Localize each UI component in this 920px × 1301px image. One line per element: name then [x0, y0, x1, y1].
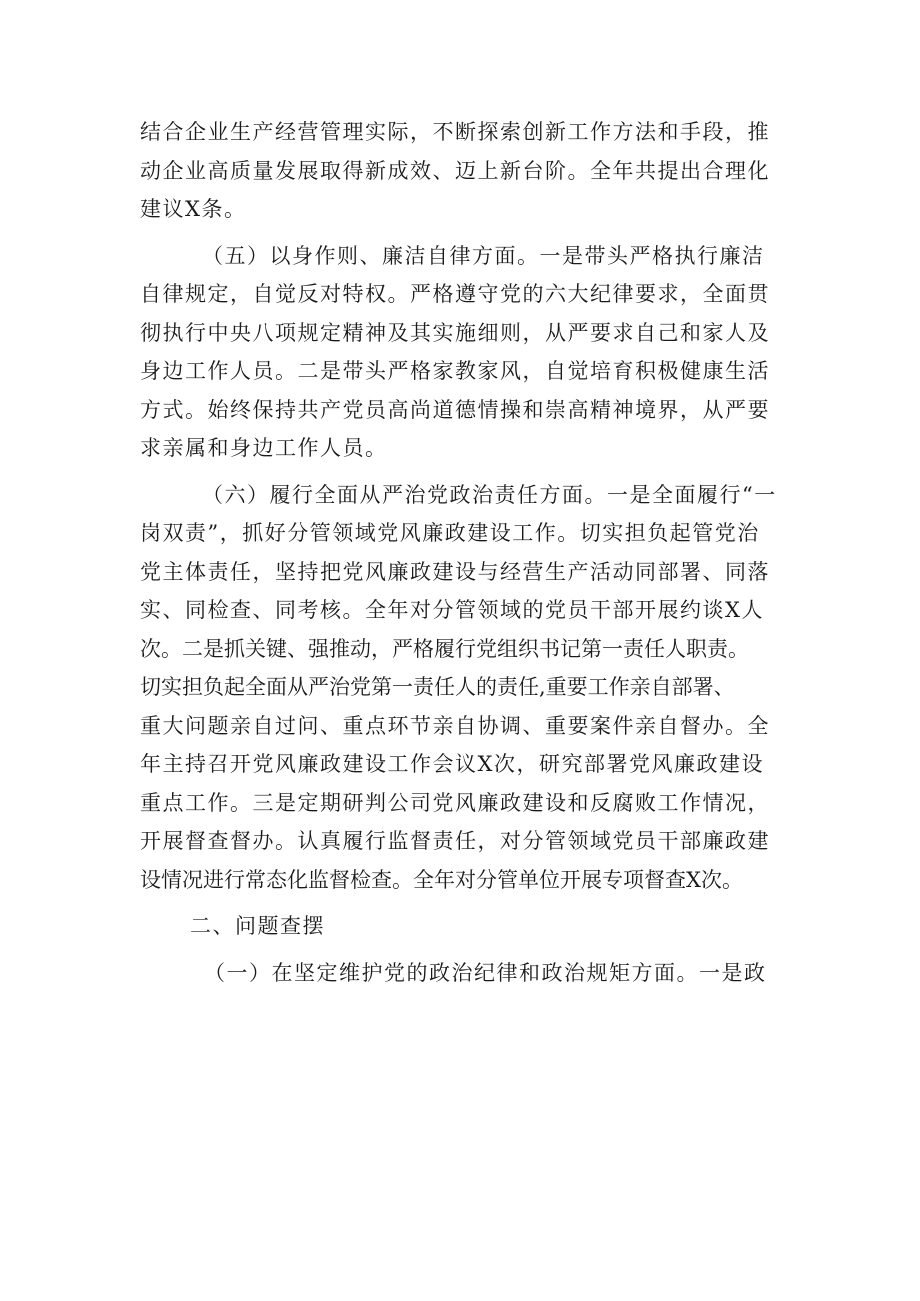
text-line: 设情况进行常态化监督检查。全年对分管单位开展专项督查X次。 — [140, 867, 743, 892]
text-line: 方式。始终保持共产党员高尚道德情操和崇高精神境界，从严要 — [140, 397, 770, 422]
text-line: 实、同检查、同考核。全年对分管领域的党员干部开展约谈X人 — [140, 598, 764, 622]
text-line: 重大问题亲自过问、重点环节亲自协调、重要案件亲自督办。全 — [140, 713, 770, 738]
text-line: 自律规定，自觉反对特权。严格遵守党的六大纪律要求，全面贯 — [140, 282, 770, 306]
text-line: 彻执行中央八项规定精神及其实施细则，从严要求自己和家人及 — [140, 320, 770, 345]
text-line: 年主持召开党风廉政建设工作会议X次，研究部署党风廉政建设 — [140, 752, 764, 776]
text-line: 身边工作人员。二是带头严格家教家风，自觉培育积极健康生活 — [140, 359, 770, 383]
text-line: 重点工作。三是定期研判公司党风廉政建设和反腐败工作情况， — [140, 790, 770, 815]
text-line: 动企业高质量发展取得新成效、迈上新台阶。全年共提出合理化 — [140, 158, 770, 183]
text-line: 开展督查督办。认真履行监督责任，对分管领域党员干部廉政建 — [140, 829, 770, 853]
text-line: 切实担负起全面从严治党第一责任人的责任,重要工作亲自部署、 — [140, 675, 735, 699]
text-line: 结合企业生产经营管理实际，不断探索创新工作方法和手段，推 — [140, 120, 770, 144]
text-line: 求亲属和身边工作人员。 — [140, 436, 388, 460]
document-body — [140, 113, 800, 992]
text-line: 建议X条。 — [140, 197, 247, 221]
text-line: 次。二是抓关键、强推动，严格履行党组织书记第一责任人职责。 — [140, 636, 749, 661]
subsection-one-heading-line: （一）在坚定维护党的政治纪律和政治规矩方面。一是政 — [204, 960, 767, 985]
text-line: 党主体责任，坚持把党风廉政建设与经营生产活动同部署、同落 — [140, 559, 770, 584]
section-five-heading-line: （五）以身作则、廉洁自律方面。一是带头严格执行廉洁 — [202, 243, 765, 268]
section-heading-problems: 二、问题查摆 — [190, 914, 325, 938]
text-line: 岗双责”，抓好分管领域党风廉政建设工作。切实担负起管党治 — [140, 521, 760, 545]
section-six-heading-line: （六）履行全面从严治党政治责任方面。一是全面履行“一 — [202, 482, 777, 507]
